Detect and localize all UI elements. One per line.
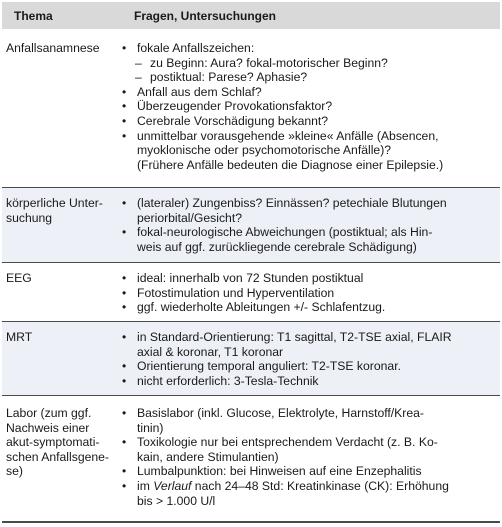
bullet-item: • Fotostimulation und Hyperventilation xyxy=(120,286,498,301)
row-content xyxy=(120,406,498,508)
bullet-item: • nicht erforderlich: 3-Tesla-Technik xyxy=(120,374,498,389)
row-content xyxy=(120,330,498,388)
text-segment: im xyxy=(137,478,154,493)
table-row xyxy=(2,29,500,187)
row-label xyxy=(6,41,124,56)
text-segment: nach 24–48 Std: Kreatinkinase (CK): Erhöhung xyxy=(191,478,449,493)
row-label-line: MRT xyxy=(6,330,33,344)
continuation-line: bis > 1.000 U/l xyxy=(137,493,216,508)
row-label xyxy=(6,330,124,345)
bullet-item: • Cerebrale Vorschädigung bekannt? xyxy=(120,114,498,129)
continuation-line: axial & koronar, T1 koronar xyxy=(137,344,284,359)
row-content xyxy=(120,271,498,315)
bullet-item: • Orientierung temporal anguliert: T2-TSE koronar. xyxy=(120,359,498,374)
continuation-line: (Frühere Anfälle bedeuten die Diagnose einer Epilepsie.) xyxy=(137,157,444,172)
bullet-item xyxy=(120,479,498,494)
table-row xyxy=(2,188,500,262)
bullet-item: • (lateraler) Zungenbiss? Einnässen? petechiale Blutungen xyxy=(120,196,498,211)
continuation-line: tinin) xyxy=(137,420,164,435)
dash-item: – zu Beginn: Aura? fokal-motorischer Beginn? xyxy=(120,56,498,71)
row-label-line: EEG xyxy=(6,271,32,285)
row-content xyxy=(120,41,498,172)
bullet-item: • ggf. wiederholte Ableitungen +/- Schlafentzug. xyxy=(120,300,498,315)
bullet-item: • in Standard-Orientierung: T1 sagittal, T2-TSE axial, FLAIR xyxy=(120,330,498,345)
row-label-line: suchung xyxy=(6,210,53,225)
row-label xyxy=(6,271,124,286)
row-label-line: se) xyxy=(6,464,23,479)
continuation-line: myoklonische oder psychomotorische Anfälle)? xyxy=(137,143,392,158)
table-row xyxy=(2,396,500,521)
bullet-item: • Anfall aus dem Schlaf? xyxy=(120,85,498,100)
bullet-item: • fokal-neurologische Abweichungen (postiktual; als Hin- xyxy=(120,225,498,240)
bullet-item: • Basislabor (inkl. Glucose, Elektrolyte, Harnstoff/Krea- xyxy=(120,406,498,421)
row-label xyxy=(6,196,124,225)
emphasis-text: Verlauf xyxy=(153,478,192,493)
continuation-line: weis auf ggf. zurückliegende cerebrale Schädigung) xyxy=(137,239,417,254)
header-fragen: Fragen, Untersuchungen xyxy=(134,9,277,23)
bullet-item: • Lumbalpunktion: bei Hinweisen auf eine Enzephalitis xyxy=(120,464,498,479)
dash-item: – postiktual: Parese? Aphasie? xyxy=(120,70,498,85)
table-row xyxy=(2,322,500,395)
continuation-line: periorbital/Gesicht? xyxy=(137,210,242,225)
bullet-item: • unmittelbar vorausgehende »kleine« Anfälle (Absencen, xyxy=(120,129,498,144)
row-label xyxy=(6,406,124,479)
row-label-line: Nachweis einer xyxy=(6,420,90,435)
bullet-item: • Überzeugender Provokationsfaktor? xyxy=(120,99,498,114)
bullet-item: • ideal: innerhalb von 72 Stunden postiktual xyxy=(120,271,498,286)
row-content xyxy=(120,196,498,254)
table-header xyxy=(2,2,500,29)
diagnostics-table xyxy=(2,2,500,523)
table-bottom-rule xyxy=(2,521,500,523)
row-label-line: Labor (zum ggf. xyxy=(6,406,92,420)
row-label-line: akut-symptomati- xyxy=(6,435,100,450)
row-label-line: Anfallsanamnese xyxy=(6,41,100,55)
bullet-item: • fokale Anfallszeichen: xyxy=(120,41,498,56)
bullet-item: • Toxikologie nur bei entsprechendem Verdacht (z. B. Ko- xyxy=(120,435,498,450)
row-label-line: körperliche Unter- xyxy=(6,196,103,210)
row-label-line: schen Anfallsgene- xyxy=(6,449,109,464)
continuation-line: kain, andere Stimulantien) xyxy=(137,449,279,464)
header-thema: Thema xyxy=(14,9,53,23)
table-row xyxy=(2,263,500,321)
